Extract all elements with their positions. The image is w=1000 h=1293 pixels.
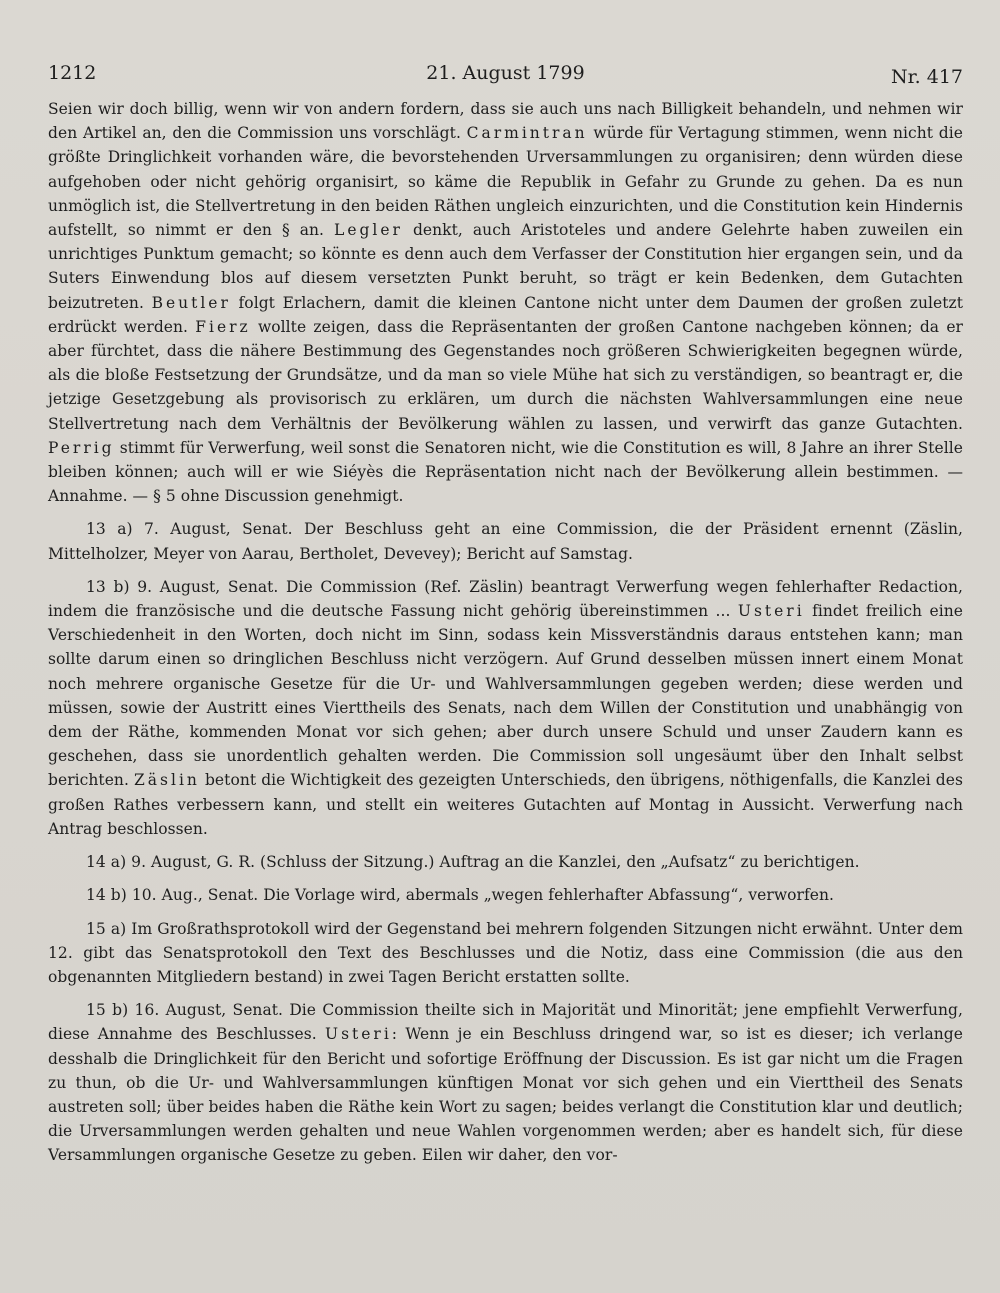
speaker-name: Legler [334,221,403,240]
paragraph-text: : Wenn je ein Beschluss dringend war, so ist es dieser; ich verlange desshalb die Dringlichkeit für den Bericht und sofortige Eröffnung der Discussion. Es ist gar nicht um die Fragen zu thun, ob die Ur- und Wahlversammlungen künftigen Monat vor sich gehen und ein Vierttheil des Senats austreten soll; über beides haben die Räthe kein Wort zu sagen; beides verlangt die Constitution klar und deutlich; die Urversammlungen werden gehalten und neue Wahlen vorgenommen werden; aber es handelt sich, für diese Versammlungen organische Gesetze zu geben. Eilen wir daher, den vor- [48,1025,963,1165]
paragraph-text: 15 a) Im Großrathsprotokoll wird der Gegenstand bei mehrern folgenden Sitzungen nicht erwähnt. Unter dem 12. gibt das Senatsprotokoll den Text des Beschlusses und die Notiz, dass eine Commission (die aus den obgenannten Mitgliedern bestand) in zwei Tagen Bericht erstatten sollte. [48,919,963,986]
paragraph-text: 13 a) 7. August, Senat. Der Beschluss geht an eine Commission, die der Präsident ernennt (Zäslin, Mittelholzer, Meyer von Aarau, Bertholet, Devevey); Bericht auf Samstag. [48,520,963,563]
paragraph-text: denkt, auch Aristoteles und andere Gelehrte haben zuweilen ein unrichtiges Punktum gemacht; so könnte es denn auch dem Verfasser der Constitution hier ergangen sein, und da Suters Einwendung blos auf diesem versetzten Punkt beruht, so trägt er kein Bedenken, dem Gutachten beizutreten. [48,221,963,312]
speaker-name: Carmintran [466,124,588,143]
paragraph-text: folgt Erlachern, damit die kleinen Cantone nicht unter dem Daumen der großen zuletzt erdrückt werden. [48,293,963,336]
header-number: Nr. 417 [891,66,963,88]
speaker-name: Usteri [737,602,805,621]
paragraph [48,917,963,990]
document-body [48,97,963,1177]
paragraph-text: 14 b) 10. Aug., Senat. Die Vorlage wird, abermals „wegen fehlerhafter Abfassung“, verworfen. [86,886,835,905]
paragraph-text: 15 b) 16. August, Senat. Die Commission theilte sich in Majorität und Minorität; jene empfiehlt Verwerfung, diese Annahme des Beschlusses. [48,1001,963,1044]
paragraph-text: betont die Wichtigkeit des gezeigten Unterschieds, den übrigens, nöthigenfalls, die Kanzlei des großen Rathes verbessern kann, und stellt ein weiteres Gutachten auf Montag in Aussicht. Verwerfung nach Antrag beschlossen. [48,771,963,838]
paragraph-text: 13 b) 9. August, Senat. Die Commission (Ref. Zäslin) beantragt Verwerfung wegen fehlerhafter Redaction, indem die französische und die deutsche Fassung nicht gehörig übereinstimmen ... [48,577,963,621]
speaker-name: Perrig [48,438,115,457]
page-header [48,58,963,88]
speaker-name: Fierz [195,317,251,336]
paragraph [48,883,963,907]
paragraph-text: findet freilich eine Verschiedenheit in den Worten, doch nicht im Sinn, sodass kein Missverständnis daraus entstehen kann; man sollte darum einen so dringlichen Beschluss nicht verzögern. Auf Grund desselben müssen innert einem Monat noch mehrere organische Gesetze für die Ur- und Wahlversammlungen gegeben werden; diese werden und müssen, sowie der Austritt eines Vierttheils des Senats, nach dem Willen der Constitution und unabhängig von dem der Räthe, kommenden Monat vor sich gehen; aber durch unsere Schuld und unser Zaudern kann es geschehen, dass sie unordentlich gehalten werden. Die Commission soll ungesäumt über den Inhalt selbst berichten. [48,602,963,790]
paragraph [48,850,963,874]
paragraph-text: würde für Vertagung stimmen, wenn nicht die größte Dringlichkeit vorhanden wäre, die bevorstehenden Urversammlungen zu organisiren; denn würden diese aufgehoben oder nicht gehörig organisirt, so käme die Republik in Gefahr zu Grunde zu gehen. Da es nun unmöglich ist, die Stellvertretung in den beiden Räthen ungleich einzurichten, und die Constitution kein Hindernis aufstellt, so nimmt er den § an. [48,124,963,240]
paragraph-text: wollte zeigen, dass die Repräsentanten der großen Cantone nachgeben können; da er aber fürchtet, dass die nähere Bestimmung des Gegenstandes noch größeren Schwierigkeiten begegnen würde, als die bloße Festsetzung der Grundsätze, und da man so viele Mühe hat sich zu verständigen, so beantragt er, die jetzige Gesetzgebung als provisorisch zu erklären, um durch die nächsten Wahlversammlungen eine neue Stellvertretung nach dem Verhältnis der Bevölkerung wählen zu lassen, und verwirft das ganze Gutachten. [48,317,963,433]
speaker-name: Zäslin [134,771,200,790]
paragraph [48,97,963,508]
speaker-name: Usteri [325,1025,392,1044]
paragraph-text: 14 a) 9. August, G. R. (Schluss der Sitzung.) Auftrag an die Kanzlei, den „Aufsatz“ zu berichtigen. [86,853,860,872]
paragraph [48,575,963,841]
page-number: 1212 [48,62,97,84]
paragraph-text: Seien wir doch billig, wenn wir von andern fordern, dass sie auch uns nach Billigkeit behandeln, und nehmen wir den Artikel an, den die Commission uns vorschlägt. [48,100,963,143]
header-date: 21. August 1799 [426,62,585,84]
paragraph [48,517,963,565]
speaker-name: Beutler [151,293,231,312]
paragraph [48,998,963,1167]
paragraph-text: stimmt für Verwerfung, weil sonst die Senatoren nicht, wie die Constitution es will, 8 Jahre an ihrer Stelle bleiben können; auch will er wie Siéyès die Repräsentation nicht nach der Bevölkerung allein bestimmen. — Annahme. — § 5 ohne Discussion genehmigt. [48,438,963,506]
